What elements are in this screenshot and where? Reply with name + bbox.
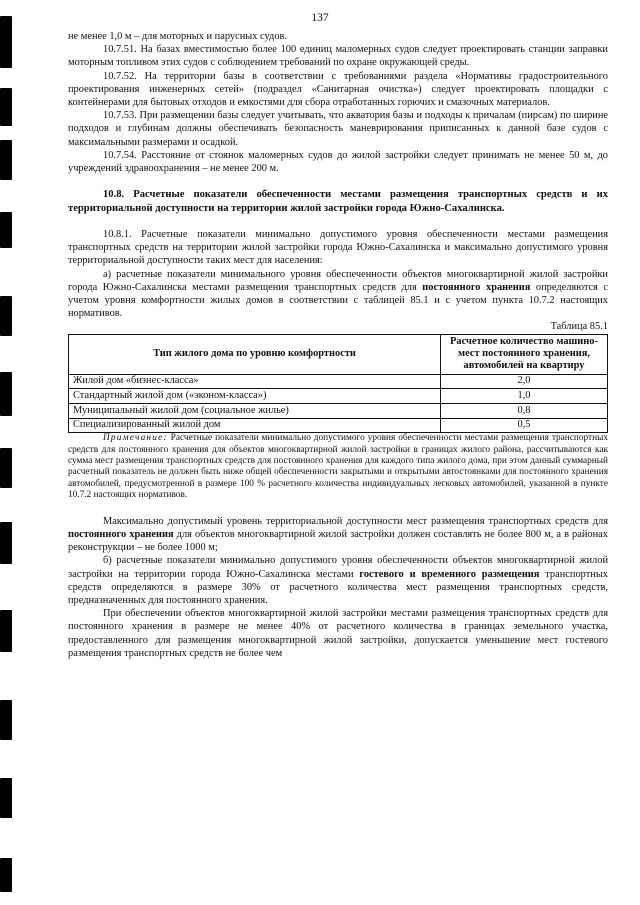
binding-mark bbox=[0, 88, 12, 126]
emphasis: гостевого и временного размещения bbox=[359, 568, 540, 580]
table-cell-type: Муниципальный жилой дом (социальное жилье) bbox=[69, 404, 441, 419]
paragraph: 10.7.52. На территории базы в соответствии с требованиями раздела «Нормативы градостроительного проектирования инженерных сетей» (подраздел «Санитарная очистка») следует проектировать площадки с контейнерами для бытовых отходов и емкостями для сбора отработанных горючих и смазочных материалов. bbox=[68, 70, 608, 109]
paragraph: При обеспечении объектов многоквартирной жилой застройки местами размещения транспортных средств для постоянного хранения в размере не менее 40% от расчетного количества в границах земельного участка, предоставленного для размещения многоквартирной жилой застройки, допускается уменьшение мест гостевого размещения транспортных средств не более чем bbox=[68, 608, 608, 659]
table-row bbox=[69, 389, 608, 404]
binding-mark bbox=[0, 140, 12, 180]
table-cell-value: 0,8 bbox=[441, 404, 608, 419]
paragraph: 10.8.1. Расчетные показатели минимально допустимого уровня обеспеченности местами размещения транспортных средств на территории жилой застройки города Южно-Сахалинска и максимально допустимого уровня территориальной доступности таких мест для населения: bbox=[68, 229, 608, 267]
binding-mark bbox=[0, 372, 12, 416]
table-row bbox=[69, 418, 608, 433]
binding-mark bbox=[0, 448, 12, 488]
table-row bbox=[69, 404, 608, 419]
paragraph: 10.7.54. Расстояние от стоянок маломерных судов до жилой застройки следует принимать не менее 50 м, до учреждений здравоохранения – не менее 200 м. bbox=[68, 149, 608, 175]
binding-mark bbox=[0, 610, 12, 652]
paragraph: не менее 1,0 м – для моторных и парусных судов. bbox=[68, 31, 288, 42]
binding-mark bbox=[0, 700, 12, 740]
binding-mark bbox=[0, 778, 12, 818]
binding-mark bbox=[0, 296, 12, 336]
parking-norms-table bbox=[68, 334, 608, 434]
table-header-row bbox=[69, 334, 608, 374]
binding-mark bbox=[0, 522, 12, 564]
binding-mark bbox=[0, 858, 12, 892]
table-header-cell: Расчетное количество машино-мест постоянного хранения, автомобилей на квартиру bbox=[441, 334, 608, 374]
table-note: Примечание: Расчетные показатели минимально допустимого уровня обеспеченности местами размещения транспортных средств для постоянного хранения для объектов многоквартирной жилой застройки в границах жилого района, рассчитываются как сумма мест размещения транспортных средств для постоянного хранения для каждого типа жилого дома, при этом данный суммарный расчетный показатель не должен быть ниже общей обеспеченности закрытыми и открытыми автостоянками для постоянного хранения автомобилей, предусмотренной в размере 100 % расчетного количества индивидуальных легковых автомобилей, указанной в пункте 10.7.2 настоящих нормативов. bbox=[68, 433, 608, 501]
table-cell-value: 2,0 bbox=[441, 374, 608, 389]
table-cell-type: Жилой дом «бизнес-класса» bbox=[69, 374, 441, 389]
paragraph: 10.7.53. При размещении базы следует учитывать, что акватория базы и подходы к причалам (пирсам) по ширине подходов и глубинам должны обеспечивать безопасность маневрирования приписанных к данной базе судов с максимальными размерами и осадкой. bbox=[68, 110, 608, 148]
section-title: 10.8. Расчетные показатели обеспеченности местами размещения транспортных средств и их территориальной доступности на территории жилой застройки города Южно-Сахалинска. bbox=[68, 189, 608, 214]
paragraph: Максимально допустимый уровень территориальной доступности мест размещения транспортных средств для постоянного хранения для объектов многоквартирной жилой застройки должен составлять не более 800 м, а в районах реконструкции – не более 1000 м; bbox=[68, 515, 608, 554]
paragraph: 10.7.51. На базах вместимостью более 100 единиц маломерных судов следует проектировать станции заправки моторным топливом этих судов с соблюдением требований по охране окружающей среды. bbox=[68, 44, 608, 69]
table-row bbox=[69, 374, 608, 389]
note-label: Примечание: bbox=[103, 433, 168, 444]
emphasis: постоянного хранения bbox=[68, 528, 174, 540]
table-header-cell: Тип жилого дома по уровню комфортности bbox=[69, 334, 441, 374]
emphasis: постоянного хранения bbox=[422, 281, 531, 293]
table-cell-value: 1,0 bbox=[441, 389, 608, 404]
page-number: 137 bbox=[311, 12, 329, 24]
binding-mark bbox=[0, 212, 12, 248]
table-cell-type: Стандартный жилой дом («эконом-класса») bbox=[69, 389, 441, 404]
paragraph: а) расчетные показатели минимального уровня обеспеченности объектов многоквартирной жилой застройки города Южно-Сахалинска местами размещения транспортных средств для постоянного хранения определяются с учетом уровня комфортности жилых домов в соответствии с таблицей 85.1 и с учетом пункта 10.7.2 настоящих нормативов. bbox=[68, 268, 609, 320]
table-caption: Таблица 85.1 bbox=[550, 321, 608, 333]
table-cell-type: Специализированный жилой дом bbox=[69, 418, 441, 433]
paragraph: б) расчетные показатели минимально допустимого уровня обеспеченности объектов многоквартирной жилой застройки на территории города Южно-Сахалинска местами гостевого и временного размещения транспортных средств определяются в размере 30% от расчетного количества мест размещения транспортных средств, предназначенных для постоянного хранения. bbox=[68, 555, 608, 606]
document-body bbox=[68, 30, 608, 660]
table-cell-value: 0,5 bbox=[441, 418, 608, 433]
